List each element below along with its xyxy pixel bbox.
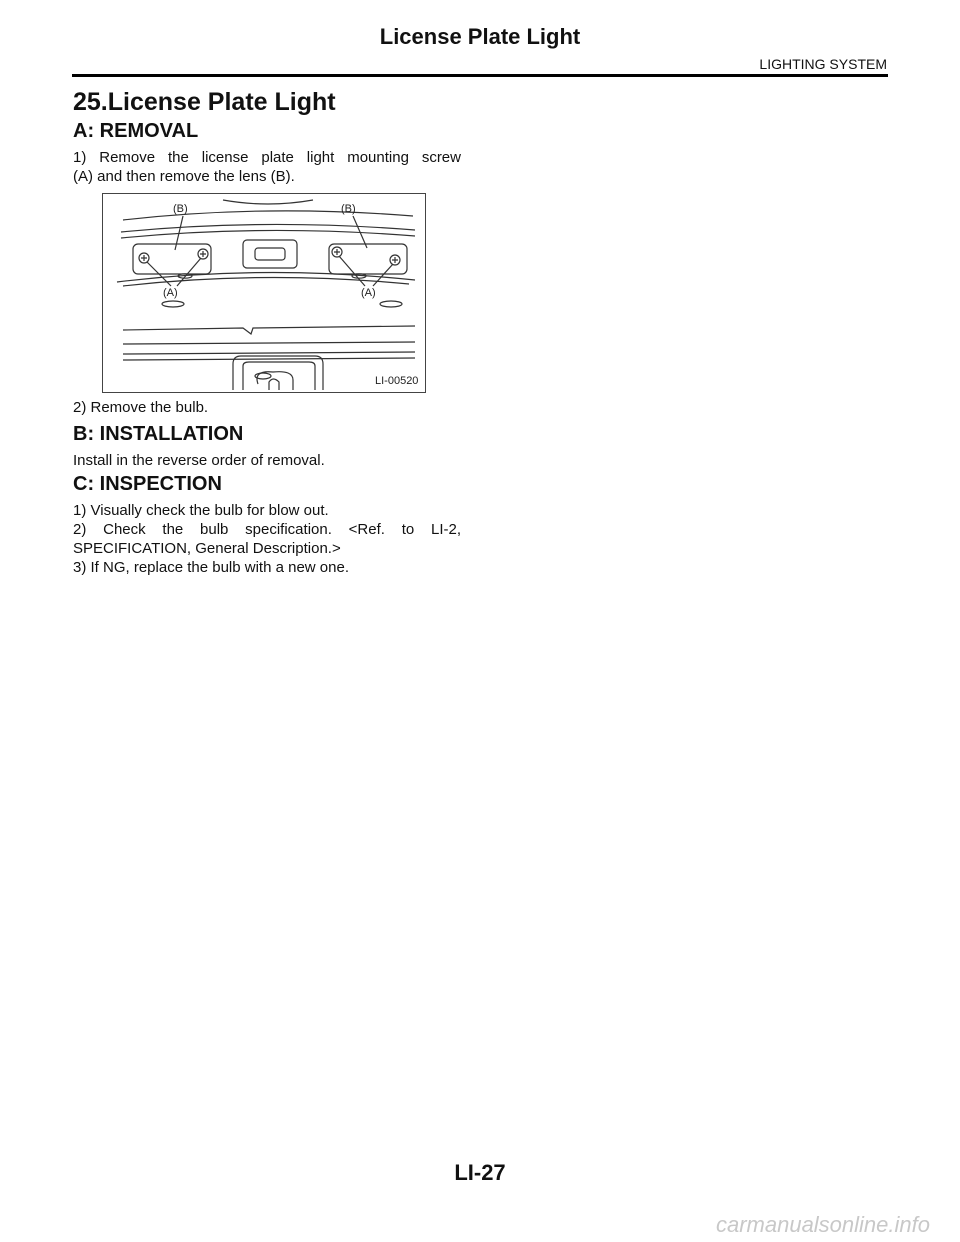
label-b-right: (B) xyxy=(341,203,356,215)
label-a-right: (A) xyxy=(361,287,376,299)
license-plate-light-diagram xyxy=(103,194,425,392)
header-rule xyxy=(72,74,888,77)
watermark: carmanualsonline.info xyxy=(715,1212,930,1237)
license-plate-light-figure xyxy=(102,193,426,393)
removal-heading: A: REMOVAL xyxy=(73,120,199,142)
inspection-step2-line1: 2) Check the bulb specification. <Ref. to LI-2, xyxy=(73,521,461,538)
removal-step1-line2: (A) and then remove the lens (B). xyxy=(73,168,295,185)
inspection-step1: 1) Visually check the bulb for blow out. xyxy=(73,502,329,519)
label-b-left: (B) xyxy=(173,203,188,215)
page-number: LI-27 xyxy=(454,1160,506,1185)
page-header-title: License Plate Light xyxy=(379,24,581,49)
section-title: 25.License Plate Light xyxy=(73,88,336,116)
removal-step1-line1: 1) Remove the license plate light mounting screw xyxy=(73,149,461,166)
inspection-step3: 3) If NG, replace the bulb with a new one. xyxy=(73,559,349,576)
label-a-left: (A) xyxy=(163,287,178,299)
figure-code: LI-00520 xyxy=(375,375,419,387)
removal-step2: 2) Remove the bulb. xyxy=(73,399,209,416)
inspection-heading: C: INSPECTION xyxy=(73,473,222,495)
installation-heading: B: INSTALLATION xyxy=(73,423,244,445)
page-header-section: LIGHTING SYSTEM xyxy=(759,56,887,72)
installation-text: Install in the reverse order of removal. xyxy=(73,452,325,469)
inspection-step2-line2: SPECIFICATION, General Description.> xyxy=(73,540,341,557)
